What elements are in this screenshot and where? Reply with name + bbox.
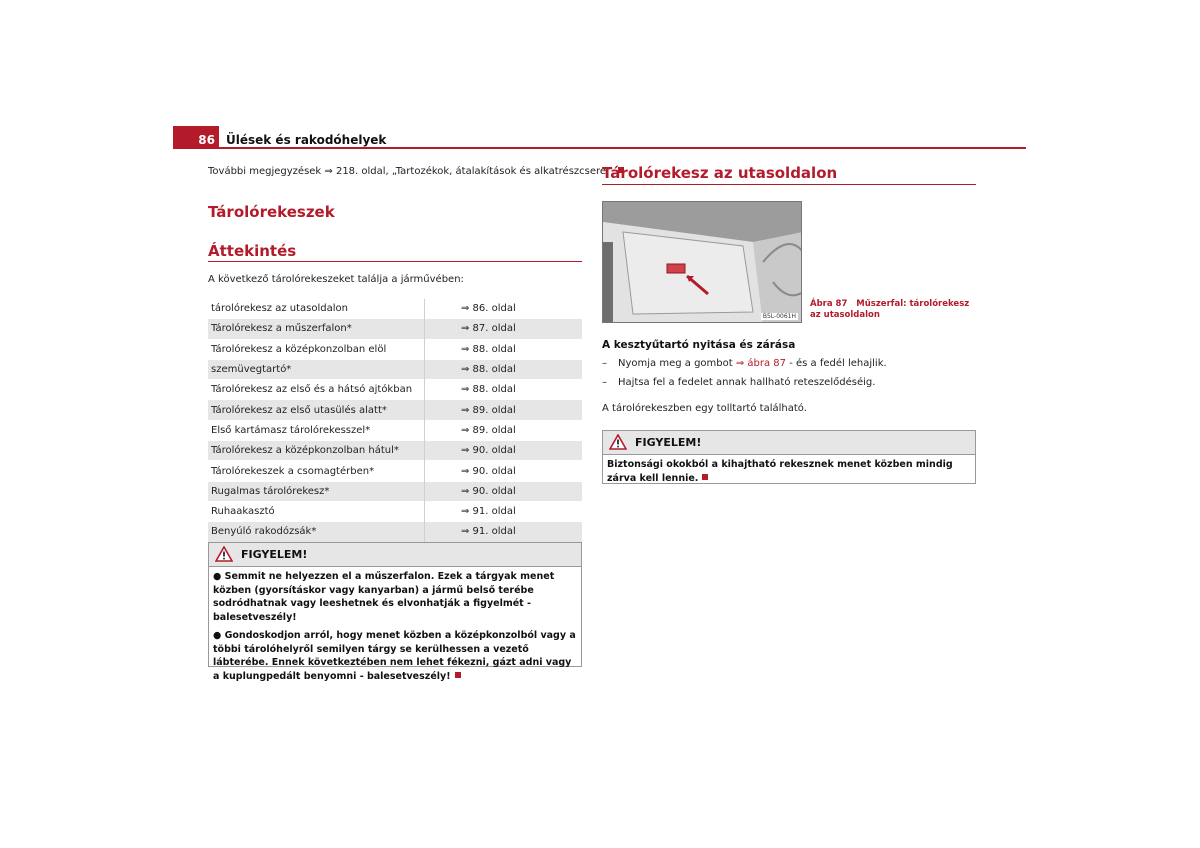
subsection-rule: [208, 261, 582, 262]
warning-header: [603, 431, 975, 455]
table-item: Ruhaakasztó: [208, 501, 425, 521]
dashboard-figure: [602, 201, 802, 323]
table-row: [208, 501, 582, 521]
table-ref[interactable]: ⇒ 88. oldal: [425, 339, 583, 359]
table-row: [208, 339, 582, 359]
table-item: Tárolórekesz az első és a hátsó ajtókban: [208, 380, 425, 400]
table-ref[interactable]: ⇒ 90. oldal: [425, 481, 583, 501]
table-row: [208, 319, 582, 339]
table-item: Tárolórekesz a középkonzolban hátul*: [208, 441, 425, 461]
bullet-icon: ●: [213, 630, 225, 641]
paragraph: A tárolórekeszben egy tolltartó található.: [602, 403, 807, 414]
warning-title: FIGYELEM!: [241, 548, 308, 561]
end-mark-icon: [702, 474, 708, 480]
table-ref[interactable]: ⇒ 86. oldal: [425, 299, 583, 319]
warning-box-right: [602, 430, 976, 484]
warning-bullet-text: Semmit ne helyezzen el a műszerfalon. Ezek a tárgyak menet közben (gyorsításkor vagy kanyarban) a jármű belső terébe sodródhatnak vagy leeshetnek és elvonhatják a figyelmét - balesetveszély!: [213, 571, 555, 623]
table-ref[interactable]: ⇒ 88. oldal: [425, 359, 583, 379]
page-number: 86: [173, 126, 219, 149]
intro-text: A következő tárolórekeszeket találja a járművében:: [208, 274, 464, 285]
step-item: [602, 377, 875, 388]
caption-text: Műszerfal: tárolórekesz az utasoldalon: [810, 299, 970, 320]
warning-body: [209, 567, 581, 691]
warning-body: [603, 455, 975, 488]
step-text: Nyomja meg a gombot: [618, 358, 736, 369]
table-row: [208, 299, 582, 319]
subheading: A kesztyűtartó nyitása és zárása: [602, 339, 796, 351]
subsection-title: Áttekintés: [208, 242, 297, 260]
table-row: [208, 420, 582, 440]
warning-title: FIGYELEM!: [635, 436, 702, 449]
figure-code: B5L-0061H: [762, 313, 796, 320]
warning-bullet-text: Gondoskodjon arról, hogy menet közben a középkonzolból vagy a többi tárolóhelyről semilyen tárgy se kerülhessen a vezető lábterébe. Ennek következtében nem lehet fékezni, gázt adni vagy a kuplungpedált benyomni - balesetveszély!: [213, 630, 576, 682]
header-rule: [219, 147, 1026, 149]
warning-text: Biztonsági okokból a kihajtható rekesznek menet közben mindig zárva kell lennie.: [607, 459, 953, 484]
warning-bullet: [213, 629, 577, 683]
table-ref[interactable]: ⇒ 89. oldal: [425, 400, 583, 420]
table-item: Tárolórekesz a középkonzolban elöl: [208, 339, 425, 359]
table-row: [208, 359, 582, 379]
table-ref[interactable]: ⇒ 90. oldal: [425, 461, 583, 481]
table-item: tárolórekesz az utasoldalon: [208, 299, 425, 319]
table-ref[interactable]: ⇒ 91. oldal: [425, 522, 583, 542]
warning-bullet: [213, 570, 577, 624]
table-ref[interactable]: ⇒ 91. oldal: [425, 501, 583, 521]
table-row: [208, 461, 582, 481]
right-section-title: Tárolórekesz az utasoldalon: [602, 164, 838, 182]
table-item: Tárolórekesz az első utasülés alatt*: [208, 400, 425, 420]
table-ref[interactable]: ⇒ 89. oldal: [425, 420, 583, 440]
right-section-rule: [602, 184, 976, 185]
figure-caption: [810, 299, 975, 321]
note-line: [208, 166, 624, 177]
dash-icon: –: [602, 377, 607, 388]
table-item: Rugalmas tárolórekesz*: [208, 481, 425, 501]
warning-header: [209, 543, 581, 567]
warning-triangle-icon: [215, 546, 233, 562]
dash-icon: –: [602, 358, 607, 369]
table-item: Tárolórekeszek a csomagtérben*: [208, 461, 425, 481]
warning-box: [208, 542, 582, 682]
table-item: szemüvegtartó*: [208, 359, 425, 379]
chapter-title: Ülések és rakodóhelyek: [226, 133, 387, 147]
section-title: Tárolórekeszek: [208, 203, 335, 221]
step-text: - és a fedél lehajlik.: [786, 358, 887, 369]
table-item: Benyúló rakodózsák*: [208, 522, 425, 542]
end-mark-icon: [455, 672, 461, 678]
table-row: [208, 441, 582, 461]
table-row: [208, 522, 582, 542]
table-ref[interactable]: ⇒ 88. oldal: [425, 380, 583, 400]
storage-table: [208, 298, 582, 543]
warning-triangle-icon: [609, 434, 627, 450]
step-text: Hajtsa fel a fedelet annak hallható reteszelődéséig.: [618, 377, 876, 388]
note-text: További megjegyzések ⇒ 218. oldal, „Tartozékok, átalakítások és alkatrészcsere“.: [208, 166, 615, 177]
table-row: [208, 400, 582, 420]
table-ref[interactable]: ⇒ 90. oldal: [425, 441, 583, 461]
figure-link[interactable]: ⇒ ábra 87: [735, 358, 787, 369]
page-header: [173, 126, 1026, 149]
table-item: Első kartámasz tárolórekesszel*: [208, 420, 425, 440]
step-item: [602, 358, 887, 369]
caption-label: Ábra 87: [810, 299, 848, 309]
table-row: [208, 481, 582, 501]
table-item: Tárolórekesz a műszerfalon*: [208, 319, 425, 339]
bullet-icon: ●: [213, 571, 225, 582]
table-ref[interactable]: ⇒ 87. oldal: [425, 319, 583, 339]
glovebox-illustration: [603, 202, 802, 323]
table-row: [208, 380, 582, 400]
